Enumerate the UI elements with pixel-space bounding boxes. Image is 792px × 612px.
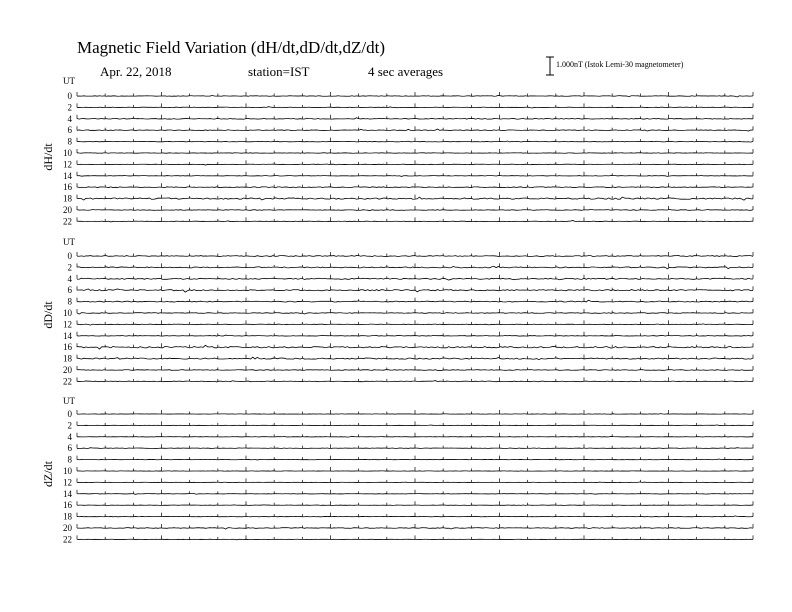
ut-row-label: 12: [63, 319, 72, 330]
trace-line: [77, 494, 753, 495]
trace-line: [77, 381, 753, 382]
ut-row-label: 6: [67, 125, 72, 136]
station-label: station=IST: [248, 64, 310, 79]
y-axis-label: dD/dt: [41, 301, 55, 329]
ut-label: UT: [63, 76, 75, 86]
ut-row-label: 6: [67, 285, 72, 296]
ut-row-label: 4: [67, 431, 72, 442]
ut-row-label: 20: [63, 523, 72, 533]
ut-row-label: 2: [67, 420, 72, 431]
ut-row-label: 8: [67, 136, 72, 147]
ut-row-label: 18: [63, 353, 72, 364]
ut-row-label: 16: [63, 182, 72, 193]
ut-row-label: 10: [63, 148, 72, 158]
trace-line: [77, 505, 753, 506]
trace-line: [77, 141, 753, 142]
ut-row-label: 4: [67, 113, 72, 124]
y-axis-label: dH/dt: [41, 143, 55, 171]
ut-row-label: 22: [63, 376, 72, 387]
ut-row-label: 10: [63, 466, 72, 476]
ut-row-label: 6: [67, 443, 72, 454]
trace-line: [77, 528, 753, 529]
trace-line: [77, 370, 753, 371]
ut-row-label: 12: [63, 477, 72, 488]
y-axis-label: dZ/dt: [41, 461, 55, 487]
chart-title: Magnetic Field Variation (dH/dt,dD/dt,dZ/dt): [77, 38, 386, 57]
ut-row-label: 16: [63, 342, 72, 353]
trace-line: [77, 164, 753, 165]
ut-row-label: 14: [63, 488, 72, 499]
trace-line: [77, 313, 753, 314]
ut-row-label: 14: [63, 330, 72, 341]
ut-row-label: 2: [67, 102, 72, 113]
ut-row-label: 16: [63, 500, 72, 511]
trace-line: [77, 414, 753, 415]
scale-label: 1.000nT (Istok Lemi-30 magnetometer): [556, 60, 684, 69]
ut-row-label: 2: [67, 262, 72, 273]
ut-label: UT: [63, 396, 75, 406]
ut-row-label: 0: [67, 409, 72, 419]
ut-row-label: 22: [63, 216, 72, 227]
trace-line: [77, 448, 753, 449]
ut-row-label: 22: [63, 534, 72, 545]
ut-row-label: 12: [63, 159, 72, 170]
trace-line: [77, 539, 753, 540]
ut-row-label: 0: [67, 91, 72, 101]
ut-row-label: 4: [67, 273, 72, 284]
trace-line: [77, 482, 753, 483]
ut-row-label: 18: [63, 511, 72, 522]
date-label: Apr. 22, 2018: [100, 64, 172, 79]
ut-row-label: 20: [63, 205, 72, 215]
ut-row-label: 8: [67, 296, 72, 307]
ut-row-label: 8: [67, 454, 72, 465]
ut-row-label: 18: [63, 193, 72, 204]
trace-line: [77, 436, 753, 437]
ut-row-label: 0: [67, 251, 72, 261]
averaging-label: 4 sec averages: [368, 64, 444, 79]
trace-line: [77, 335, 753, 336]
trace-line: [77, 187, 753, 188]
ut-row-label: 14: [63, 170, 72, 181]
ut-row-label: 20: [63, 365, 72, 375]
ut-label: UT: [63, 237, 75, 247]
ut-row-label: 10: [63, 308, 72, 318]
trace-line: [77, 175, 753, 176]
trace-line: [77, 278, 753, 280]
trace-line: [77, 256, 753, 257]
